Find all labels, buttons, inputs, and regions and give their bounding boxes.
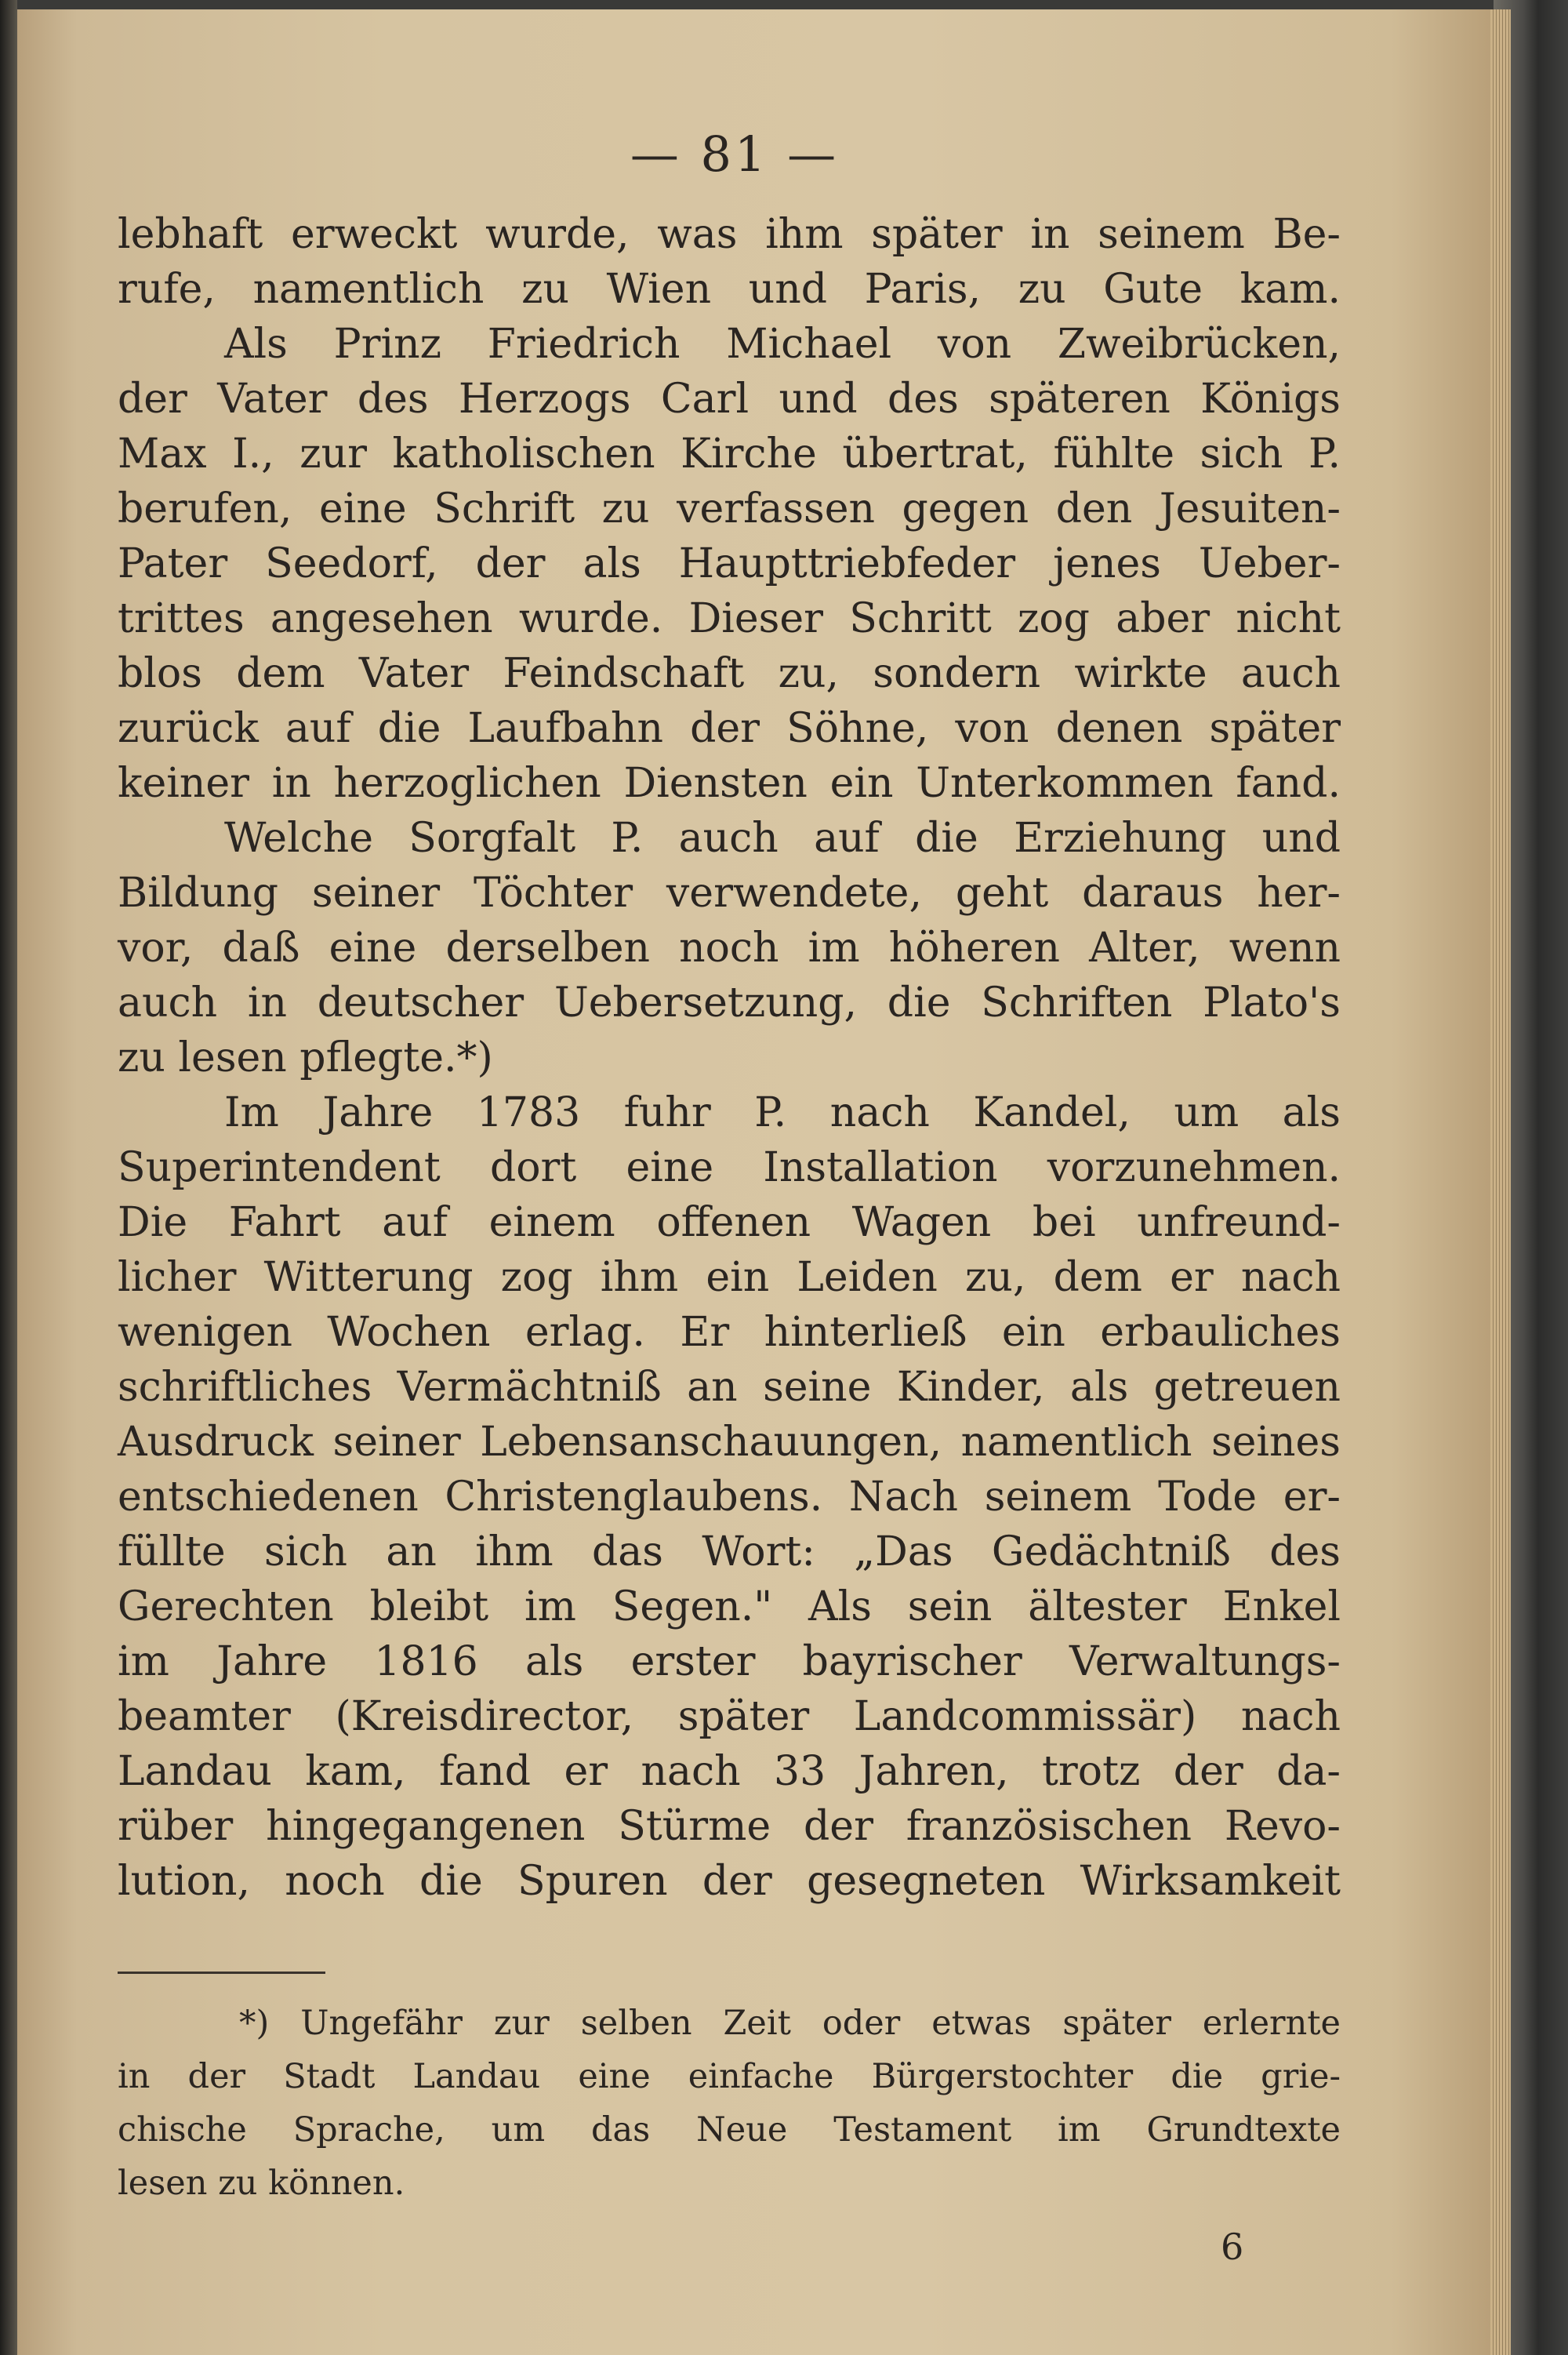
text-line: Als Prinz Friedrich Michael von Zweibrücken,: [224, 321, 1341, 368]
footnote-line: *) Ungefähr zur selben Zeit oder etwas später erlernte: [239, 2004, 1341, 2043]
body-text: [118, 207, 1341, 1909]
text-line: Gerechten bleibt im Segen." Als sein ältester Enkel: [118, 1583, 1341, 1630]
text-line: Pater Seedorf, der als Haupttriebfeder jenes Ueber-: [118, 540, 1341, 587]
text-line: rüber hingegangenen Stürme der französischen Revo-: [118, 1803, 1341, 1850]
text-line: Ausdruck seiner Lebensanschauungen, namentlich seines: [118, 1419, 1341, 1466]
footnote-line: lesen zu können.: [118, 2164, 405, 2203]
text-line: Im Jahre 1783 fuhr P. nach Kandel, um als: [224, 1089, 1341, 1136]
text-line: im Jahre 1816 als erster bayrischer Verwaltungs-: [118, 1638, 1341, 1685]
text-line: Die Fahrt auf einem offenen Wagen bei unfreund-: [118, 1199, 1341, 1246]
text-line: zurück auf die Laufbahn der Söhne, von denen später: [118, 705, 1341, 752]
text-line: auch in deutscher Uebersetzung, die Schriften Plato's: [118, 979, 1341, 1027]
text-line: zu lesen pflegte.*): [118, 1034, 493, 1081]
text-line: lebhaft erweckt wurde, was ihm später in seinem Be-: [118, 211, 1341, 258]
text-line: Bildung seiner Töchter verwendete, geht daraus her-: [118, 870, 1341, 917]
signature-mark: 6: [1221, 2226, 1244, 2268]
page-stack-edges: [1490, 9, 1511, 2355]
text-line: beamter (Kreisdirector, später Landcommissär) nach: [118, 1693, 1341, 1740]
text-line: berufen, eine Schrift zu verfassen gegen den Jesuiten-: [118, 485, 1341, 532]
book-gutter-shadow: [0, 0, 17, 2355]
text-line: Landau kam, fand er nach 33 Jahren, trotz der da-: [118, 1748, 1341, 1795]
text-line: entschiedenen Christenglaubens. Nach seinem Tode er-: [118, 1474, 1341, 1521]
text-line: blos dem Vater Feindschaft zu, sondern wirkte auch: [118, 650, 1341, 697]
footnote-line: chische Sprache, um das Neue Testament im Grundtexte: [118, 2110, 1341, 2150]
book-page: [17, 9, 1511, 2355]
footnote-divider: [118, 1972, 325, 1974]
text-line: schriftliches Vermächtniß an seine Kinder, als getreuen: [118, 1364, 1341, 1411]
text-line: Welche Sorgfalt P. auch auf die Erziehung und: [224, 815, 1341, 862]
text-line: der Vater des Herzogs Carl und des späteren Königs: [118, 376, 1341, 423]
footnote-line: in der Stadt Landau eine einfache Bürgerstochter die grie-: [118, 2057, 1341, 2096]
text-line: rufe, namentlich zu Wien und Paris, zu Gute kam.: [118, 266, 1341, 313]
text-line: wenigen Wochen erlag. Er hinterließ ein erbauliches: [118, 1309, 1341, 1356]
text-line: licher Witterung zog ihm ein Leiden zu, dem er nach: [118, 1254, 1341, 1301]
text-line: vor, daß eine derselben noch im höheren Alter, wenn: [118, 925, 1341, 972]
text-line: keiner in herzoglichen Diensten ein Unterkommen fand.: [118, 760, 1341, 807]
footnote: [118, 1997, 1341, 2210]
text-line: lution, noch die Spuren der gesegneten Wirksamkeit: [118, 1858, 1341, 1905]
page-number-header: — 81 —: [630, 125, 840, 183]
text-line: Superintendent dort eine Installation vorzunehmen.: [118, 1144, 1341, 1191]
text-line: füllte sich an ihm das Wort: „Das Gedächtniß des: [118, 1528, 1341, 1575]
text-line: trittes angesehen wurde. Dieser Schritt zog aber nicht: [118, 595, 1341, 642]
text-line: Max I., zur katholischen Kirche übertrat, fühlte sich P.: [118, 431, 1341, 478]
